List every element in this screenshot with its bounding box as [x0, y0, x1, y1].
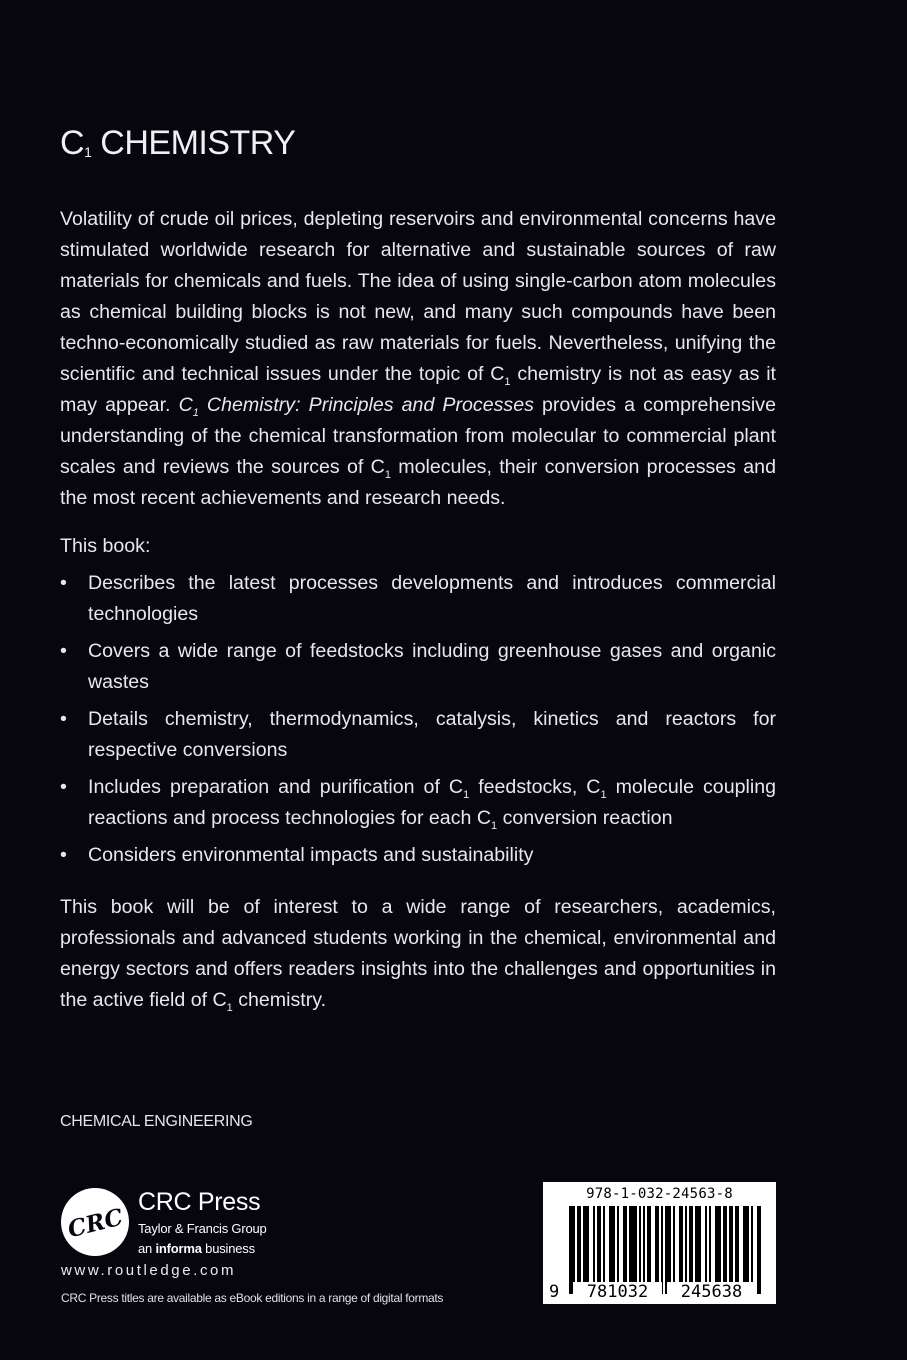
- barcode-bar: [697, 1206, 699, 1294]
- barcode-bar: [643, 1206, 645, 1294]
- barcode-bar: [745, 1206, 747, 1294]
- barcode-bar: [681, 1206, 683, 1294]
- isbn-digit-group-left: 781032: [573, 1282, 662, 1302]
- barcode-bar: [723, 1206, 725, 1294]
- feature-item: • Details chemistry, thermodynamics, catalysis, kinetics and reactors for respective conversions: [60, 704, 776, 766]
- feature-item: • Describes the latest processes developments and introduces commercial technologies: [60, 568, 776, 630]
- isbn-text: 978-1-032-24563-8: [586, 1186, 733, 1202]
- barcode-bar: [757, 1206, 759, 1294]
- barcode-bar: [673, 1206, 675, 1294]
- barcode-bar: [657, 1206, 659, 1294]
- barcode-bar: [571, 1206, 573, 1294]
- this-book-intro: This book:: [60, 535, 151, 557]
- barcode-bar: [587, 1206, 589, 1294]
- audience-paragraph: This book will be of interest to a wide range of researchers, academics, professionals and advanced students working in the chemical, environmental and energy sectors and offers readers insights into the challenges and opportunities in the active field of $C_1$ chemistry.: [60, 896, 776, 1014]
- barcode-bar: [577, 1206, 579, 1294]
- barcode-bar: [735, 1206, 737, 1294]
- feature-item: • Includes preparation and purification of $C_1$ feedstocks, $C_1$ molecule coupling reactions and process technologies for each $C_1$ conversion reaction: [60, 772, 776, 834]
- crc-logo-icon: [60, 1187, 130, 1257]
- barcode-bar: [585, 1206, 587, 1294]
- barcode-bar: [649, 1206, 651, 1294]
- bullet-icon: •: [60, 708, 67, 730]
- publisher-name: CRC Press: [138, 1188, 261, 1216]
- logo-text: CRC: [65, 1203, 126, 1244]
- barcode-bar: [603, 1206, 605, 1294]
- barcode-bar: [633, 1206, 635, 1294]
- publisher-url: www.routledge.com: [61, 1262, 237, 1279]
- bullet-icon: •: [60, 844, 67, 866]
- barcode-bar: [747, 1206, 749, 1294]
- barcode-bar: [655, 1206, 657, 1294]
- barcode-bar: [729, 1206, 731, 1294]
- isbn-digit-group-right: 245638: [667, 1282, 756, 1302]
- barcode-bar: [629, 1206, 631, 1294]
- barcode-bar: [679, 1206, 681, 1294]
- book-description: [60, 204, 776, 1016]
- barcode-bar: [665, 1206, 667, 1294]
- barcode-bar: [705, 1206, 707, 1294]
- barcode-bar: [623, 1206, 625, 1294]
- isbn-lead-digit: 9: [549, 1282, 560, 1302]
- barcode-bar: [737, 1206, 739, 1294]
- barcode-bar: [699, 1206, 701, 1294]
- barcode-bar: [599, 1206, 601, 1294]
- barcode-bar: [597, 1206, 599, 1294]
- bullet-icon: •: [60, 776, 67, 798]
- barcode-bar: [617, 1206, 619, 1294]
- subject-category: CHEMICAL ENGINEERING: [60, 1113, 253, 1130]
- feature-list: [60, 568, 776, 871]
- barcode-bar: [731, 1206, 733, 1294]
- barcode-bar: [743, 1206, 745, 1294]
- publisher-informa: an informa business: [138, 1241, 255, 1256]
- book-title: $C_1$ CHEMISTRY: [60, 124, 296, 162]
- barcode-bar: [717, 1206, 719, 1294]
- barcode-bar: [569, 1206, 571, 1294]
- barcode-bar: [579, 1206, 581, 1294]
- barcode-bar: [669, 1206, 671, 1294]
- barcode-bar: [661, 1206, 663, 1294]
- barcode-bar: [751, 1206, 753, 1294]
- barcode-bar: [689, 1206, 691, 1294]
- barcode-bar: [685, 1206, 687, 1294]
- barcode-bar: [709, 1206, 711, 1294]
- barcode-bar: [667, 1206, 669, 1294]
- barcode-bar: [573, 1206, 575, 1294]
- barcode-bar: [613, 1206, 615, 1294]
- barcode-bar: [593, 1206, 595, 1294]
- barcode-bar: [639, 1206, 641, 1294]
- barcode-bar: [611, 1206, 613, 1294]
- barcode-bar: [725, 1206, 727, 1294]
- barcode-bar: [609, 1206, 611, 1294]
- barcode-bar: [583, 1206, 585, 1294]
- ebook-note: CRC Press titles are available as eBook editions in a range of digital formats: [61, 1291, 444, 1305]
- feature-item: • Covers a wide range of feedstocks including greenhouse gases and organic wastes: [60, 636, 776, 698]
- isbn-barcode: [543, 1182, 776, 1304]
- description-paragraph: Volatility of crude oil prices, depleting reservoirs and environmental concerns have stimulated worldwide research for alternative and sustainable sources of raw materials for chemicals and fuels. The idea of using single-carbon atom molecules as chemical building blocks is not new, and many such compounds have been techno-economically studied as raw materials for fuels. Nevertheless, unifying the scientific and technical issues under the topic of $C_1$ chemistry is not as easy as it may appear. $C_1$ Chemistry: Principles and Processes provides a comprehensive understanding of the chemical transformation from molecular to commercial plant scales and reviews the sources of $C_1$ molecules, their conversion processes and the most recent achievements and research needs.: [60, 208, 776, 509]
- barcode-bar: [719, 1206, 721, 1294]
- barcode-bar: [631, 1206, 633, 1294]
- barcode-bar: [759, 1206, 761, 1294]
- bullet-icon: •: [60, 640, 67, 662]
- barcode-bar: [635, 1206, 637, 1294]
- barcode-bar: [625, 1206, 627, 1294]
- barcode-bar: [695, 1206, 697, 1294]
- barcode-bar: [715, 1206, 717, 1294]
- feature-item: • Considers environmental impacts and sustainability: [60, 840, 776, 871]
- bullet-icon: •: [60, 572, 67, 594]
- barcode-bar: [691, 1206, 693, 1294]
- barcode-bar: [647, 1206, 649, 1294]
- publisher-group: Taylor & Francis Group: [138, 1221, 267, 1236]
